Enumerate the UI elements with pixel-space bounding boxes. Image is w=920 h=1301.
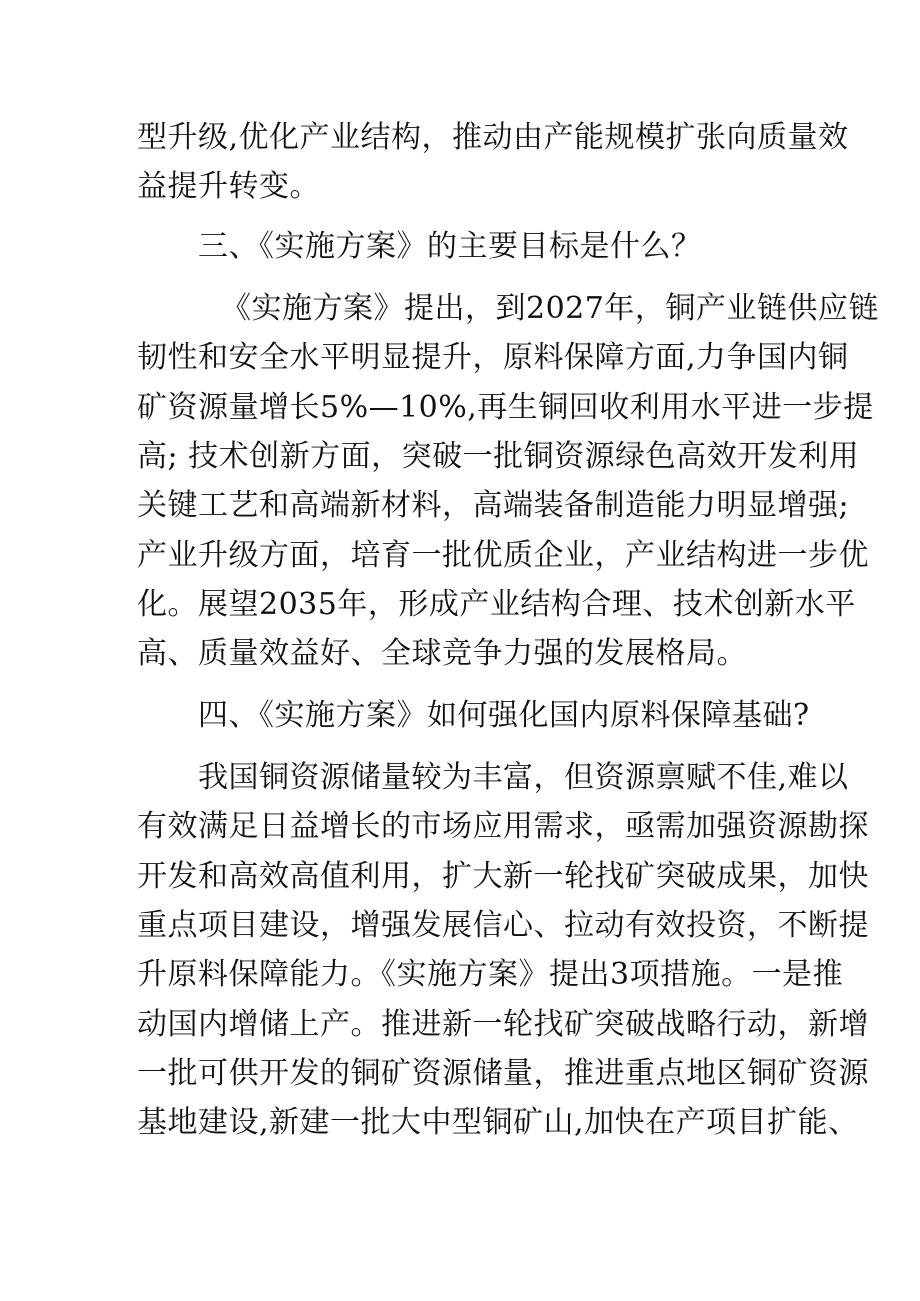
paragraph-line: 《实施方案》提出，到2027年，铜产业链供应链	[221, 291, 879, 326]
paragraph-line: 韧性和安全水平明显提升，原料保障方面,力争国内铜	[137, 340, 849, 375]
paragraph-line: 矿资源量增长5%—10%,再生铜回收利用水平进一步提	[137, 390, 874, 425]
paragraph-line: 益提升转变。	[137, 169, 320, 204]
paragraph-line: 化。展望2035年，形成产业结构合理、技术创新水平	[137, 587, 856, 622]
paragraph-line: 有效满足日益增长的市场应用需求，亟需加强资源勘探	[137, 809, 869, 844]
paragraph-line: 一批可供开发的铜矿资源储量，推进重点地区铜矿资源	[137, 1056, 869, 1091]
paragraph-line: 动国内增储上产。推进新一轮找矿突破战略行动，新增	[137, 1007, 869, 1042]
paragraph-line: 重点项目建设，增强发展信心、拉动有效投资，不断提	[137, 908, 869, 943]
section-heading-3: 三、《实施方案》的主要目标是什么？	[198, 229, 702, 264]
paragraph-line: 基地建设,新建一批大中型铜矿山,加快在产项目扩能、	[137, 1105, 859, 1140]
section-heading-4: 四、《实施方案》如何强化国内原料保障基础?	[198, 698, 810, 733]
paragraph-line: 开发和高效高值利用，扩大新一轮找矿突破成果，加快	[137, 859, 869, 894]
paragraph-line: 型升级,优化产业结构，推动由产能规模扩张向质量效	[137, 120, 849, 155]
paragraph-line: 高; 技术创新方面，突破一批铜资源绿色高效开发利用	[137, 439, 860, 474]
paragraph-line: 升原料保障能力。《实施方案》提出3项措施。一是推	[137, 957, 844, 992]
paragraph-line: 关键工艺和高端新材料，高端装备制造能力明显增强;	[137, 488, 850, 523]
paragraph-line: 产业升级方面，培育一批优质企业，产业结构进一步优	[137, 538, 869, 573]
paragraph-line: 高、质量效益好、全球竞争力强的发展格局。	[137, 636, 747, 671]
paragraph-line: 我国铜资源储量较为丰富，但资源禀赋不佳,难以	[198, 760, 849, 795]
